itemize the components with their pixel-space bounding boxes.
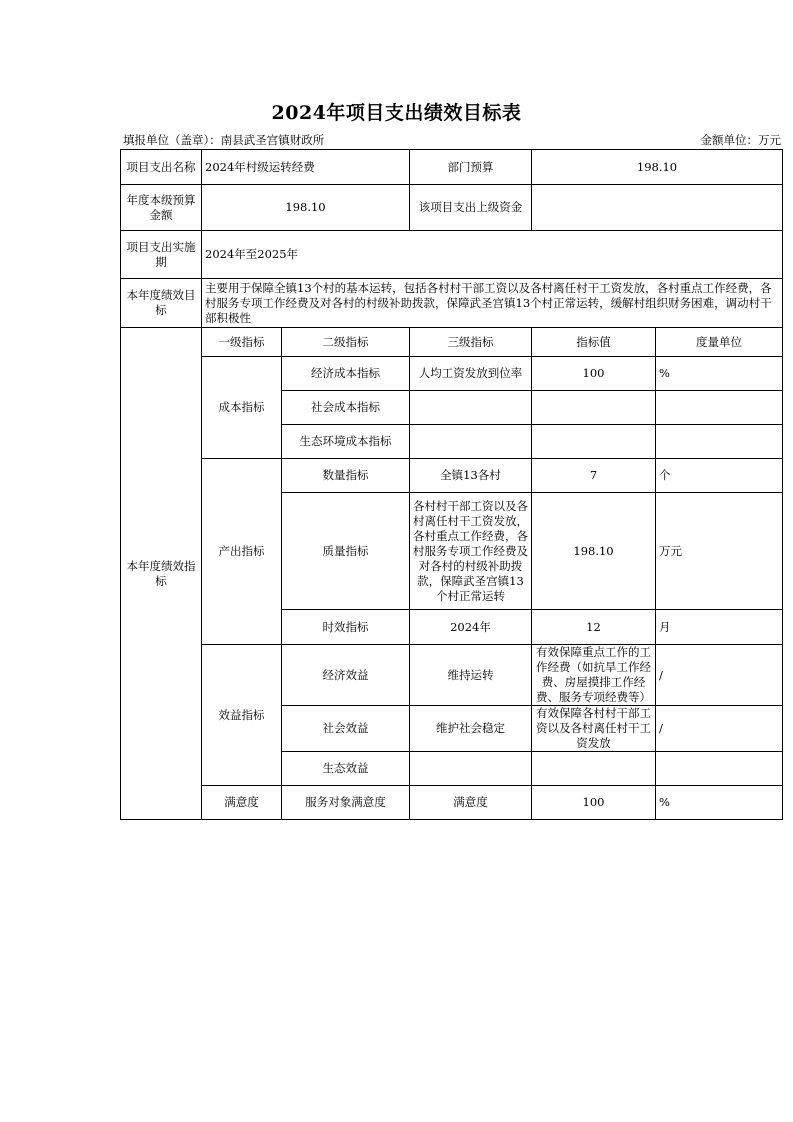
unit-cell: %: [656, 786, 783, 820]
level2-cell: 质量指标: [282, 493, 410, 610]
unit-cell: %: [656, 357, 783, 391]
level3-cell: 人均工资发放到位率: [410, 357, 532, 391]
level2-cell: 社会效益: [282, 706, 410, 752]
dept-budget-label: 部门预算: [410, 150, 532, 185]
value-cell: 198.10: [532, 493, 656, 610]
annual-goal-label: 本年度绩效目标: [121, 279, 202, 328]
unit-cell: [656, 391, 783, 425]
upper-funds-label: 该项目支出上级资金: [410, 185, 532, 231]
level2-cell: 生态环境成本指标: [282, 425, 410, 459]
table-row: [121, 150, 783, 185]
table-row: [121, 279, 783, 328]
table-row: [121, 185, 783, 231]
level3-cell: [410, 425, 532, 459]
project-name-label: 项目支出名称: [121, 150, 202, 185]
value-cell: 有效保障重点工作的工作经费（如抗旱工作经费、房屋摸排工作经费、服务专项经费等）: [532, 645, 656, 706]
table-row: [121, 459, 783, 493]
level3-cell: [410, 752, 532, 786]
output-indicator-label: 产出指标: [202, 459, 282, 645]
table-row: [121, 357, 783, 391]
value-cell: 100: [532, 357, 656, 391]
value-cell: 12: [532, 610, 656, 645]
value-cell: 有效保障各村村干部工资以及各村离任村干工资发放: [532, 706, 656, 752]
level2-cell: 经济效益: [282, 645, 410, 706]
period-label: 项目支出实施期: [121, 231, 202, 279]
unit-cell: /: [656, 645, 783, 706]
level3-cell: [410, 391, 532, 425]
header-unit: 度量单位: [656, 328, 783, 357]
level2-cell: 服务对象满意度: [282, 786, 410, 820]
level2-cell: 时效指标: [282, 610, 410, 645]
dept-budget-value: 198.10: [532, 150, 783, 185]
benefit-indicator-label: 效益指标: [202, 645, 282, 786]
period-value: 2024年至2025年: [202, 231, 783, 279]
level3-cell: 2024年: [410, 610, 532, 645]
header-level3: 三级指标: [410, 328, 532, 357]
annual-budget-label: 年度本级预算金额: [121, 185, 202, 231]
table-header-row: [121, 328, 783, 357]
unit-cell: 个: [656, 459, 783, 493]
level3-cell: 维护社会稳定: [410, 706, 532, 752]
annual-budget-value: 198.10: [202, 185, 410, 231]
unit-cell: 月: [656, 610, 783, 645]
annual-goal-value: 主要用于保障全镇13个村的基本运转，包括各村村干部工资以及各村离任村干工资发放，各村重点工作经费，各村服务专项工作经费及对各村的村级补助拨款，保障武圣宫镇13个村正常运转，缓解村组织财务困难，调动村干部积极性: [202, 279, 783, 328]
level3-cell: 维持运转: [410, 645, 532, 706]
level2-cell: 经济成本指标: [282, 357, 410, 391]
level3-cell: 全镇13各村: [410, 459, 532, 493]
cost-indicator-label: 成本指标: [202, 357, 282, 459]
table-row: [121, 231, 783, 279]
project-name-value: 2024年村级运转经费: [202, 150, 410, 185]
upper-funds-value: [532, 185, 783, 231]
header-level1: 一级指标: [202, 328, 282, 357]
value-cell: 100: [532, 786, 656, 820]
value-cell: 7: [532, 459, 656, 493]
unit-cell: [656, 425, 783, 459]
filler-unit: 填报单位（盖章）：南县武圣宫镇财政所: [123, 133, 325, 147]
value-cell: [532, 425, 656, 459]
table-row: [121, 645, 783, 706]
value-cell: [532, 752, 656, 786]
header-value: 指标值: [532, 328, 656, 357]
amount-unit: 金额单位：万元: [700, 133, 781, 147]
level3-cell: 满意度: [410, 786, 532, 820]
table-row: [121, 786, 783, 820]
unit-cell: 万元: [656, 493, 783, 610]
header-level2: 二级指标: [282, 328, 410, 357]
level2-cell: 生态效益: [282, 752, 410, 786]
page-title: 2024年项目支出绩效目标表: [271, 102, 522, 124]
level2-cell: 社会成本指标: [282, 391, 410, 425]
unit-cell: [656, 752, 783, 786]
unit-cell: /: [656, 706, 783, 752]
satisfaction-indicator-label: 满意度: [202, 786, 282, 820]
level3-cell: 各村村干部工资以及各村离任村干工资发放，各村重点工作经费，各村服务专项工作经费及对各村的村级补助拨款，保障武圣宫镇13个村正常运转: [410, 493, 532, 610]
value-cell: [532, 391, 656, 425]
level2-cell: 数量指标: [282, 459, 410, 493]
indicator-section-label: 本年度绩效指标: [121, 328, 202, 820]
performance-table: [120, 149, 783, 820]
